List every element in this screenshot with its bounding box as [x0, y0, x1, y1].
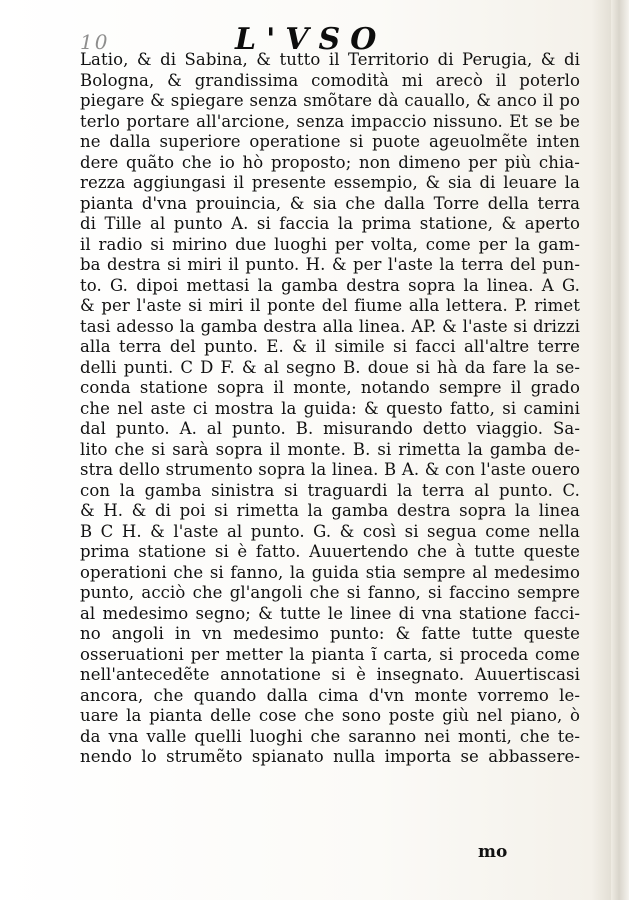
text-line: operationi che si fanno, la guida stia sempre al medesimo	[80, 562, 580, 582]
text-line: nendo lo strumẽto spianato nulla importa se abbassere-	[80, 747, 580, 766]
text-line: & per l'aste si miri il ponte del fiume alla lettera. P. rimet	[80, 296, 580, 315]
text-line: tasi adesso la gamba destra alla linea. AP. & l'aste si drizzi	[80, 316, 580, 336]
text-line: Bologna, & grandissima comodità mi arecò il poterlo	[80, 70, 580, 90]
running-head: L'VSO	[235, 22, 387, 56]
text-line: con la gamba sinistra si traguardi la terra al punto. C.	[80, 480, 580, 500]
text-line: stra dello strumento sopra la linea. B A. & con l'aste ouero	[80, 460, 580, 479]
text-line: di Tille al punto A. si faccia la prima statione, & aperto	[80, 214, 580, 233]
page-edge	[611, 0, 629, 900]
text-line: osseruationi per metter la pianta ĩ carta, si proceda come	[80, 644, 580, 664]
text-line: ba destra si miri il punto. H. & per l'aste la terra del pun-	[80, 255, 580, 274]
text-line: punto, acciò che gl'angoli che si fanno, si faccino sempre	[80, 583, 580, 602]
text-line: terlo portare all'arcione, senza impaccio nissuno. Et se be	[80, 111, 580, 131]
page-number: 10	[80, 30, 110, 54]
text-line: Latio, & di Sabina, & tutto il Territorio di Perugia, & di	[80, 50, 580, 69]
text-line: pianta d'vna prouincia, & sia che dalla Torre della terra	[80, 193, 580, 213]
text-line: piegare & spiegare senza smõtare dà cauallo, & anco il po	[80, 91, 580, 110]
text-line: uare la pianta delle cose che sono poste giù nel piano, ò	[80, 706, 580, 725]
text-line: ne dalla superiore operatione si puote ageuolmẽte inten	[80, 132, 580, 151]
body-text	[80, 50, 580, 768]
text-line: delli punti. C D F. & al segno B. doue si hà da fare la se-	[80, 357, 580, 377]
text-line: dere quãto che io hò proposto; non dimeno per più chia-	[80, 152, 580, 172]
text-line: no angoli in vn medesimo punto: & fatte tutte queste	[80, 624, 580, 643]
text-line: ancora, che quando dalla cima d'vn monte vorremo le-	[80, 685, 580, 705]
text-line: da vna valle quelli luoghi che saranno nei monti, che te-	[80, 726, 580, 746]
text-line: al medesimo segno; & tutte le linee di vna statione facci-	[80, 603, 580, 623]
text-line: dal punto. A. al punto. B. misurando detto viaggio. Sa-	[80, 419, 580, 438]
text-line: lito che si sarà sopra il monte. B. si rimetta la gamba de-	[80, 439, 580, 459]
text-line: nell'antecedẽte annotatione si è insegnato. Auuertiscasi	[80, 665, 580, 684]
text-line: & H. & di poi si rimetta la gamba destra sopra la linea	[80, 501, 580, 520]
text-line: rezza aggiungasi il presente essempio, & sia di leuare la	[80, 173, 580, 192]
text-line: che nel aste ci mostra la guida: & questo fatto, si camini	[80, 398, 580, 418]
catchword: mo	[478, 842, 508, 862]
text-line: prima statione si è fatto. Auuertendo che à tutte queste	[80, 542, 580, 561]
text-line: to. G. dipoi mettasi la gamba destra sopra la linea. A G.	[80, 275, 580, 295]
text-line: conda statione sopra il monte, notando sempre il grado	[80, 378, 580, 397]
text-line: alla terra del punto. E. & il simile si facci all'altre terre	[80, 337, 580, 356]
text-line: il radio si mirino due luoghi per volta, come per la gam-	[80, 234, 580, 254]
text-line: B C H. & l'aste al punto. G. & così si segua come nella	[80, 521, 580, 541]
